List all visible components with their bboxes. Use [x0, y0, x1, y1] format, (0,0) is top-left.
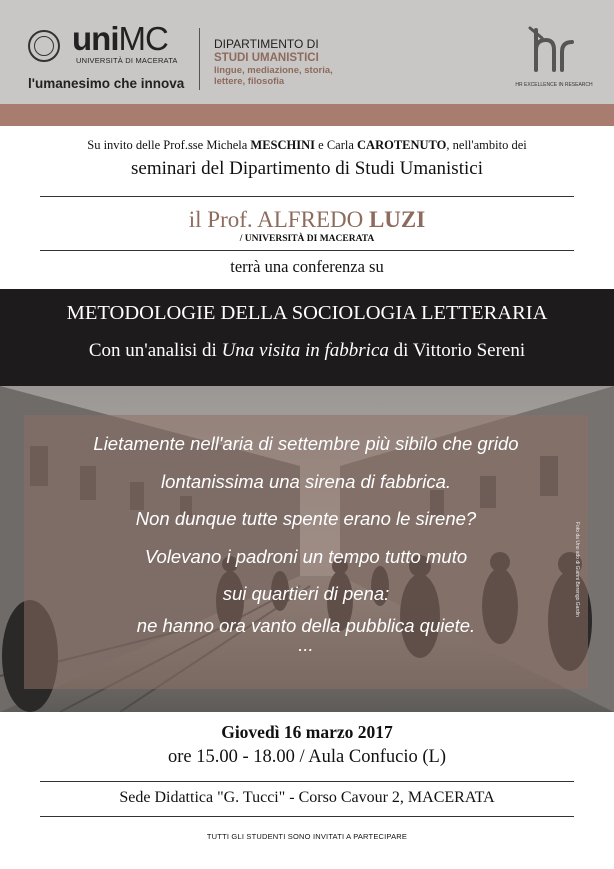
- tagline: l'umanesimo che innova: [28, 76, 185, 91]
- unimc-logo: uniMC: [72, 20, 168, 57]
- header: [0, 0, 614, 104]
- poem-text: [24, 425, 588, 655]
- poem-line: ne hanno ora vanto della pubblica quiete.: [136, 614, 476, 636]
- event-time-room: ore 15.00 - 18.00 / Aula Confucio (L): [168, 747, 446, 767]
- divider: [40, 196, 574, 197]
- hr-excellence-logo-icon: [528, 26, 580, 74]
- seminar-series: seminari del Dipartimento di Studi Umanistici: [131, 158, 483, 179]
- header-divider: [199, 28, 200, 90]
- department-title: DIPARTIMENTO DI: [214, 37, 319, 51]
- accent-bar: [0, 104, 614, 126]
- divider: [40, 781, 574, 782]
- department-subjects: lingue, mediazione, storia, lettere, filosofia: [214, 65, 333, 87]
- poem-line: Non dunque tutte spente erano le sirene?: [135, 508, 477, 529]
- photo-credit: Foto da Uno sdo di Gianni Berengo Gardin: [574, 522, 580, 617]
- event-date: Giovedì 16 marzo 2017: [221, 722, 393, 742]
- host-name-2: CAROTENUTO: [357, 138, 447, 152]
- event-venue: Sede Didattica "G. Tucci" - Corso Cavour 2, MACERATA: [119, 789, 495, 806]
- talk-title: METODOLOGIE DELLA SOCIOLOGIA LETTERARIA: [66, 302, 548, 324]
- university-seal-icon: [28, 30, 60, 62]
- poem-line: sui quartieri di pena:: [222, 583, 390, 604]
- poem-line: Lietamente nell'aria di settembre più sibilo che grido: [93, 433, 519, 454]
- host-name-1: MESCHINI: [250, 138, 316, 152]
- poem-line: Volevano i padroni un tempo tutto muto: [144, 545, 468, 567]
- poem-line: lontanissima una sirena di fabbrica.: [161, 470, 451, 492]
- divider: [40, 250, 574, 251]
- speaker-name: il Prof. ALFREDO LUZI: [188, 207, 426, 232]
- invitation-line: Su invito delle Prof.sse Michela MESCHINI e Carla CAROTENUTO, nell'ambito dei: [87, 138, 527, 152]
- poem-ellipsis: ...: [298, 633, 314, 655]
- logo-subtitle: UNIVERSITÀ DI MACERATA: [76, 56, 178, 65]
- speaker-affiliation: / UNIVERSITÀ DI MACERATA: [239, 234, 375, 244]
- talk-intro: terrà una conferenza su: [230, 257, 384, 276]
- talk-subtitle: Con un'analisi di Una visita in fabbrica di Vittorio Sereni: [88, 340, 526, 361]
- student-invite-note: TUTTI GLI STUDENTI SONO INVITATI A PARTECIPARE: [206, 832, 408, 841]
- department-name: STUDI UMANISTICI: [214, 52, 319, 64]
- divider: [40, 816, 574, 817]
- hr-caption: HR EXCELLENCE IN RESEARCH: [515, 82, 593, 88]
